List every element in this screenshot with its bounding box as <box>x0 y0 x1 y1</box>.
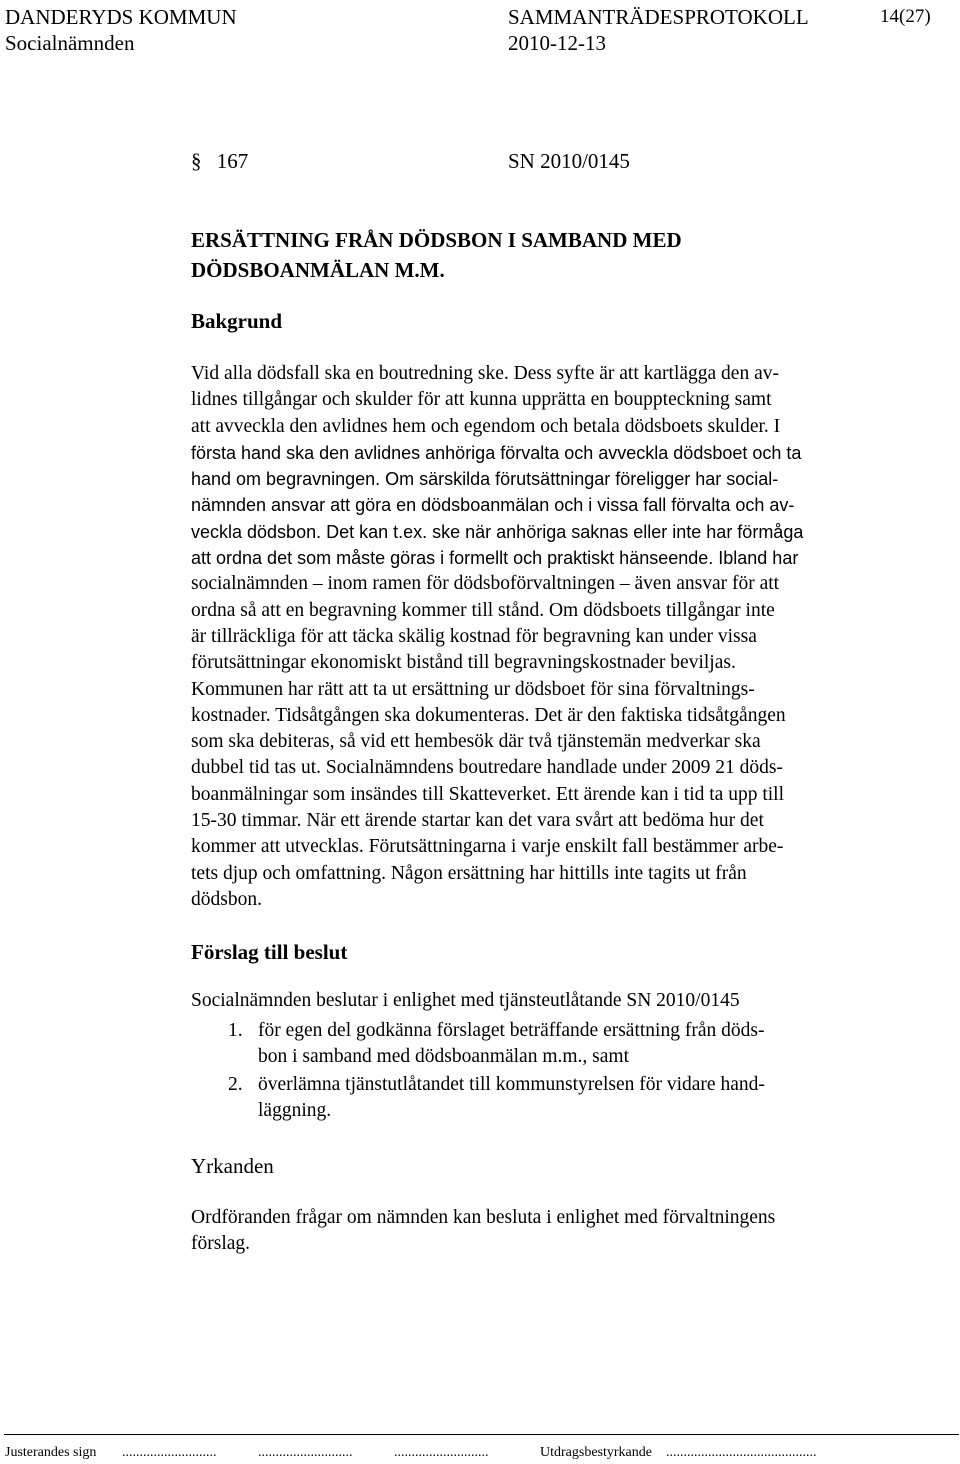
list-item <box>228 1018 243 1044</box>
text-line: första hand ska den avlidnes anhöriga förvalta och avveckla dödsboet och ta <box>191 442 802 463</box>
text-line: dödsbon. <box>191 888 262 910</box>
text-line: hand om begravningen. Om särskilda förutsättningar föreligger har social- <box>191 469 779 490</box>
list-item <box>228 1072 243 1098</box>
footer-divider <box>4 1434 959 1435</box>
paragraph-number <box>191 149 248 173</box>
page-number: 14(27) <box>880 6 931 27</box>
text-line: Vid alla dödsfall ska en boutredning ske. Dess syfte är att kartlägga den av- <box>191 363 779 384</box>
text-line: att avveckla den avlidnes hem och egendom och betala dödsboets skulder. I <box>191 415 781 437</box>
proposal-intro: Socialnämnden beslutar i enlighet med tjänsteutlåtande SN 2010/0145 <box>191 990 740 1011</box>
signature-field-1: ........................... <box>122 1445 217 1460</box>
case-reference: SN 2010/0145 <box>508 149 630 173</box>
paragraph-num: 167 <box>216 149 249 173</box>
section-symbol: § <box>191 149 202 173</box>
text-line: för egen del godkänna förslaget beträffande ersättning från döds- <box>258 1020 765 1041</box>
text-line: läggning. <box>258 1100 332 1122</box>
list-item-text <box>258 1018 764 1071</box>
text-line: att ordna det som måste göras i formellt och praktiskt hänseende. Ibland har <box>191 548 799 569</box>
text-line: 15-30 timmar. När ett ärende startar kan det vara svårt att bedöma hur det <box>191 810 764 832</box>
text-line: dubbel tid tas ut. Socialnämndens boutredare handlade under 2009 21 döds- <box>191 757 783 779</box>
signature-field-2: ........................... <box>258 1445 353 1460</box>
meeting-date: 2010-12-13 <box>508 31 606 55</box>
doc-type: SAMMANTRÄDESPROTOKOLL <box>508 5 809 29</box>
text-line: veckla dödsbon. Det kan t.ex. ske när anhöriga saknas eller inte har förmåga <box>191 521 804 542</box>
org-name: DANDERYDS KOMMUN <box>5 5 237 29</box>
text-line: ordna så att en begravning kommer till stånd. Om dödsboets tillgångar inte <box>191 599 775 621</box>
text-line: är tillräckliga för att täcka skälig kostnad för begravning kan under vissa <box>191 625 757 647</box>
signature-label: Justerandes sign <box>5 1445 97 1460</box>
certification-field: ........................................... <box>666 1445 817 1460</box>
text-line: Kommunen har rätt att ta ut ersättning ur dödsboet för sina förvaltnings- <box>191 678 755 700</box>
background-heading: Bakgrund <box>191 309 283 333</box>
proposal-heading: Förslag till beslut <box>191 940 348 964</box>
text-line: överlämna tjänstutlåtandet till kommunstyrelsen för vidare hand- <box>258 1074 765 1095</box>
list-item-text <box>258 1072 765 1125</box>
signature-field-3: ........................... <box>394 1445 489 1460</box>
text-line: socialnämnden – inom ramen för dödsboförvaltningen – även ansvar för att <box>191 573 780 595</box>
text-line: kostnader. Tidsåtgången ska dokumenteras. Det är den faktiska tidsåtgången <box>191 704 786 726</box>
motions-paragraph <box>191 1205 775 1258</box>
text-line: kommer att utvecklas. Förutsättningarna i varje enskilt fall bestämmer arbe- <box>191 836 784 858</box>
text-line: Ordföranden frågar om nämnden kan besluta i enlighet med förvaltningens <box>191 1207 776 1228</box>
background-paragraph <box>191 361 911 913</box>
motions-heading: Yrkanden <box>191 1154 274 1178</box>
list-item-number: 2. <box>228 1074 243 1095</box>
page-title-line-2: DÖDSBOANMÄLAN M.M. <box>191 258 445 282</box>
text-line: boanmälningar som insändes till Skatteverket. Ett ärende kan i tid ta upp till <box>191 783 784 805</box>
certification-label: Utdragsbestyrkande <box>540 1445 652 1460</box>
text-line: som ska debiteras, så vid ett hembesök där två tjänstemän medverkar ska <box>191 731 761 753</box>
text-line: förutsättningar ekonomiskt bistånd till begravningskostnader beviljas. <box>191 652 736 674</box>
text-line: tets djup och omfattning. Någon ersättning har hittills inte tagits ut från <box>191 862 747 884</box>
committee-name: Socialnämnden <box>5 31 135 55</box>
text-line: förslag. <box>191 1233 251 1255</box>
list-item-number: 1. <box>228 1020 243 1041</box>
text-line: lidnes tillgångar och skulder för att kunna upprätta en bouppteckning samt <box>191 389 772 411</box>
text-line: bon i samband med dödsboanmälan m.m., samt <box>258 1046 629 1068</box>
page-title-line-1: ERSÄTTNING FRÅN DÖDSBON I SAMBAND MED <box>191 228 682 252</box>
text-line: nämnden ansvar att göra en dödsboanmälan och i vissa fall förvalta och av- <box>191 495 795 516</box>
